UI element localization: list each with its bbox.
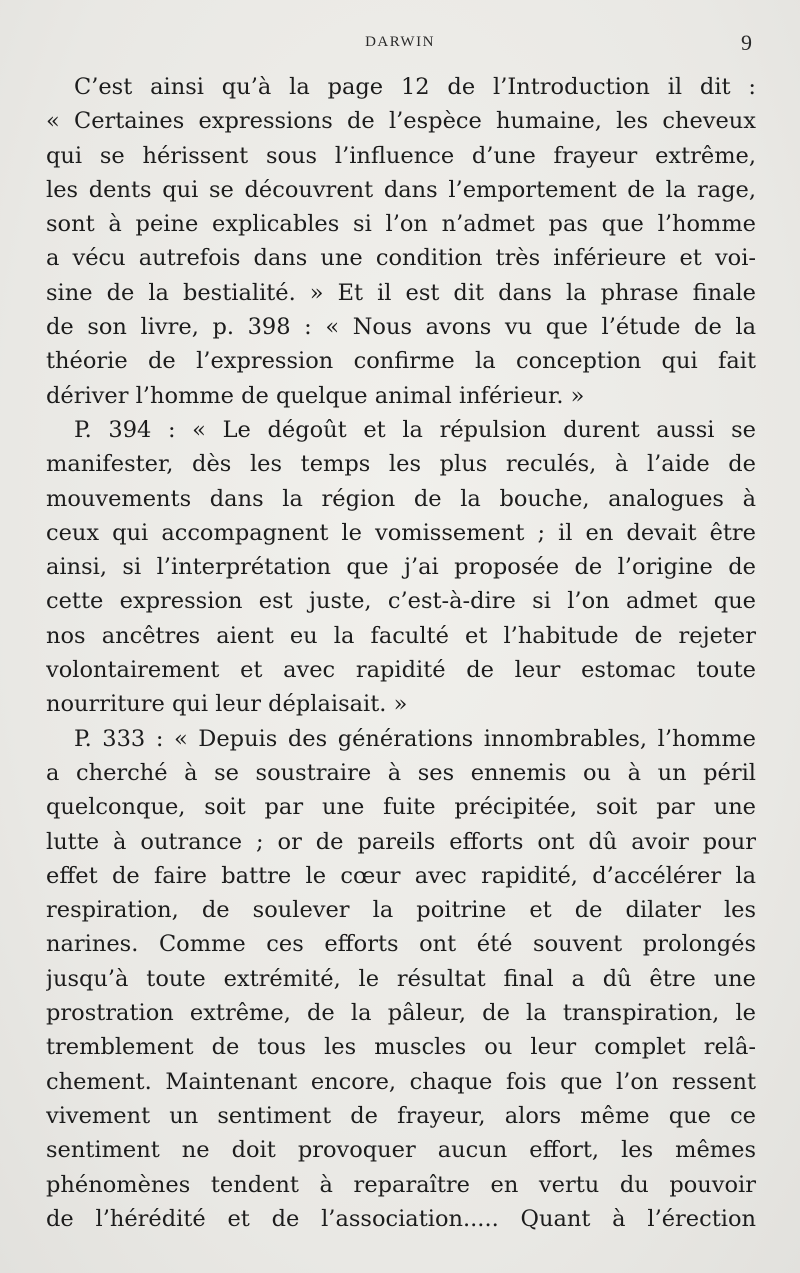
page-number: 9 — [741, 30, 752, 55]
running-head-title: DARWIN — [365, 34, 435, 50]
text-line: qui se hérissent sous l’influence d’une frayeur extrême, — [46, 142, 756, 169]
text-line: ceux qui accompagnent le vomissement ; il en devait être — [46, 519, 756, 546]
text-line: P. 333 : « Depuis des générations innombrables, l’homme — [74, 725, 756, 752]
text-line: « Certaines expressions de l’espèce humaine, les cheveux — [46, 108, 756, 135]
text-line: nourriture qui leur déplaisait. » — [46, 691, 408, 718]
text-line: quelconque, soit par une fuite précipitée, soit par une — [46, 794, 756, 821]
text-line: lutte à outrance ; or de pareils efforts ont dû avoir pour — [46, 828, 756, 855]
text-line: tremblement de tous les muscles ou leur complet relâ- — [46, 1034, 756, 1061]
text-line: a vécu autrefois dans une condition très inférieure et voi- — [46, 245, 756, 272]
text-line: P. 394 : « Le dégoût et la répulsion durent aussi se — [74, 416, 756, 443]
text-line: a cherché à se soustraire à ses ennemis ou à un péril — [46, 759, 756, 786]
body-text — [46, 70, 756, 1236]
text-line: de l’hérédité et de l’association..... Quant à l’érection — [46, 1205, 756, 1232]
text-line: cette expression est juste, c’est-à-dire si l’on admet que — [46, 588, 756, 615]
text-line: jusqu’à toute extrémité, le résultat final a dû être une — [46, 965, 756, 992]
text-line: narines. Comme ces efforts ont été souvent prolongés — [46, 931, 756, 958]
text-line: dériver l’homme de quelque animal inférieur. » — [46, 382, 585, 409]
text-line: ainsi, si l’interprétation que j’ai proposée de l’origine de — [46, 554, 756, 581]
text-line: sine de la bestialité. » Et il est dit dans la phrase finale — [46, 279, 756, 306]
text-line: sentiment ne doit provoquer aucun effort, les mêmes — [46, 1137, 756, 1164]
text-line: nos ancêtres aient eu la faculté et l’habitude de rejeter — [46, 622, 756, 649]
text-line: de son livre, p. 398 : « Nous avons vu que l’étude de la — [46, 314, 756, 341]
text-line: manifester, dès les temps les plus reculés, à l’aide de — [46, 451, 756, 478]
text-line: théorie de l’expression confirme la conception qui fait — [46, 348, 756, 375]
text-line: sont à peine explicables si l’on n’admet pas que l’homme — [46, 211, 756, 238]
running-head — [0, 30, 800, 58]
text-line: les dents qui se découvrent dans l’emportement de la rage, — [46, 176, 756, 203]
text-line: volontairement et avec rapidité de leur estomac toute — [46, 657, 756, 684]
text-line: mouvements dans la région de la bouche, analogues à — [46, 485, 756, 512]
text-line: C’est ainsi qu’à la page 12 de l’Introduction il dit : — [74, 74, 756, 100]
text-line: respiration, de soulever la poitrine et de dilater les — [46, 897, 756, 924]
text-line: prostration extrême, de la pâleur, de la transpiration, le — [46, 1000, 756, 1027]
text-line: phénomènes tendent à reparaître en vertu du pouvoir — [46, 1171, 756, 1198]
text-line: effet de faire battre le cœur avec rapidité, d’accélérer la — [46, 862, 756, 889]
text-line: vivement un sentiment de frayeur, alors même que ce — [46, 1102, 756, 1129]
text-line: chement. Maintenant encore, chaque fois que l’on ressent — [46, 1068, 756, 1095]
